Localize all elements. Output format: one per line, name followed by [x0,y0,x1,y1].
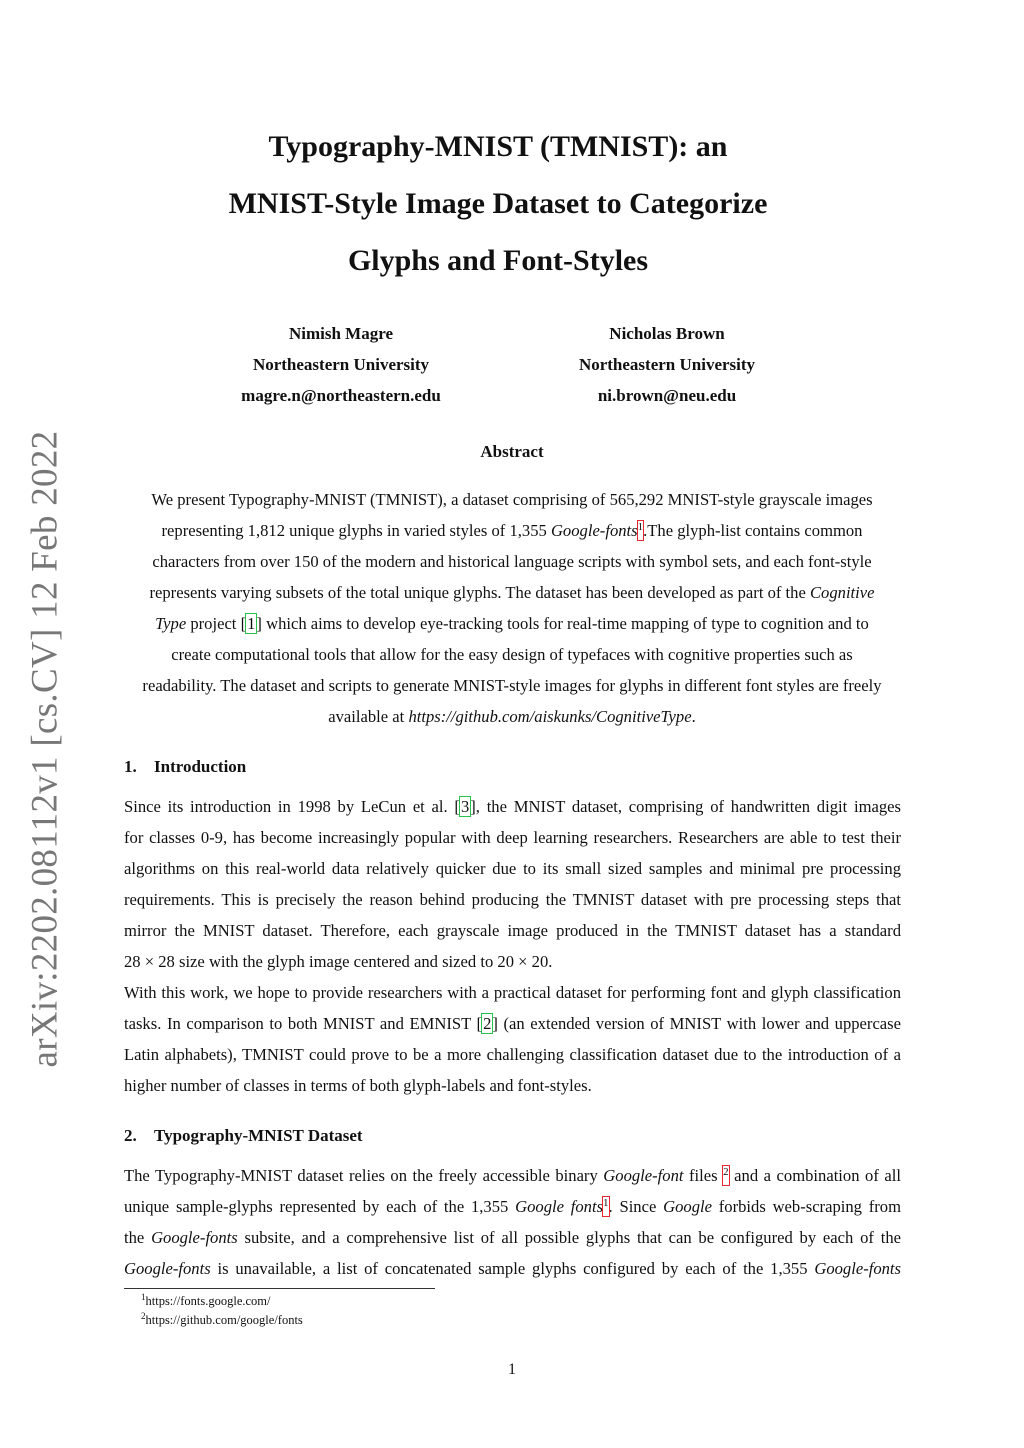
intro-line: 28 × 28 size with the glyph image centered and sized to 20 × 20. [124,952,553,971]
arxiv-id: arXiv:2202.08112v1 [cs.CV] 12 Feb 2022 [24,430,66,1068]
intro-line: Latin alphabets), TMNIST could prove to be a more challenging classification dataset due to the introduction of a [124,1045,901,1064]
abstract-line: represents varying subsets of the total unique glyphs. The dataset has been developed as part of the Cognitive [149,583,875,602]
section-heading-dataset: 2. Typography-MNIST Dataset [124,1126,363,1145]
footnote-ref-2[interactable]: 2 [723,1166,729,1185]
footnote-ref-1[interactable]: 1 [638,521,644,540]
author-email[interactable]: magre.n@northeastern.edu [241,386,441,405]
footnote-divider [124,1288,435,1289]
intro-line: algorithms on this real-world data relatively quicker due to its small sized samples and minimal pre processing [124,859,901,878]
footnote-ref-1[interactable]: 1 [603,1197,609,1216]
abstract-line: characters from over 150 of the modern and historical language scripts with symbol sets, and each font-style [152,552,872,571]
abstract-line: readability. The dataset and scripts to generate MNIST-style images for glyphs in different font styles are freely [142,676,882,695]
abstract-line: create computational tools that allow for the easy design of typefaces with cognitive properties such as [171,645,853,664]
abstract-line: available at https://github.com/aiskunks/CognitiveType. [328,707,696,726]
dataset-line: Google-fonts is unavailable, a list of concatenated sample glyphs configured by each of the 1,355 Google-fonts [124,1259,901,1278]
citation-link-2[interactable]: 2 [483,1014,492,1033]
citation-link-1[interactable]: 1 [247,614,256,633]
intro-line: requirements. This is precisely the reason behind producing the TMNIST dataset with pre processing steps that [124,890,901,909]
author-name: Nimish Magre [288,324,394,343]
footnote-url[interactable]: https://fonts.google.com/ [145,1294,271,1308]
intro-line: tasks. In comparison to both MNIST and EMNIST [2] (an extended version of MNIST with lower and uppercase [124,1014,901,1033]
footnote-1: $^1$https://fonts.google.com/ [141,1292,271,1308]
paper-title-line-1: Typography-MNIST (TMNIST): an [268,130,728,163]
abstract-heading: Abstract [480,442,544,461]
intro-line: for classes 0-9, has become increasingly popular with deep learning researchers. Researchers are able to test their [124,828,901,847]
github-url[interactable]: https://github.com/aiskunks/CognitiveType [408,707,692,726]
dataset-line: unique sample-glyphs represented by each of the 1,355 Google fonts$^1$. Since Google forbids web-scraping from [124,1196,901,1216]
author-affiliation: Northeastern University [578,355,756,374]
author-affiliation: Northeastern University [252,355,430,374]
page-number: 1 [508,1361,516,1378]
intro-line: Since its introduction in 1998 by LeCun et al. [3], the MNIST dataset, comprising of handwritten digit images [124,797,901,816]
footnote-url[interactable]: https://github.com/google/fonts [145,1313,303,1327]
dataset-line: the Google-fonts subsite, and a comprehensive list of all possible glyphs that can be configured by each of the [124,1228,901,1247]
section-heading-introduction: 1. Introduction [124,757,247,776]
author-block-2 [517,324,817,417]
intro-line: With this work, we hope to provide researchers with a practical dataset for performing font and glyph classification [124,983,901,1002]
author-block-1 [191,324,491,417]
abstract-line: We present Typography-MNIST (TMNIST), a dataset comprising of 565,292 MNIST-style grayscale images [151,490,873,509]
intro-line: mirror the MNIST dataset. Therefore, each grayscale image produced in the TMNIST dataset has a standard [124,921,901,940]
paper-title-line-3: Glyphs and Font-Styles [347,244,649,277]
paper-title-line-2: MNIST-Style Image Dataset to Categorize [228,187,768,220]
citation-link-3[interactable]: 3 [460,797,470,816]
abstract-line: representing 1,812 unique glyphs in varied styles of 1,355 Google-fonts$^1$.The glyph-list contains common [161,520,863,540]
abstract-line: Type project [1] which aims to develop eye-tracking tools for real-time mapping of type to cognition and to [155,614,869,633]
author-email[interactable]: ni.brown@neu.edu [597,386,737,405]
footnote-2: $^2$https://github.com/google/fonts [141,1311,303,1327]
intro-line: higher number of classes in terms of both glyph-labels and font-styles. [124,1076,592,1095]
dataset-line: The Typography-MNIST dataset relies on the freely accessible binary Google-font files $^2$ and a combination of all [124,1165,901,1185]
author-name: Nicholas Brown [609,324,725,343]
